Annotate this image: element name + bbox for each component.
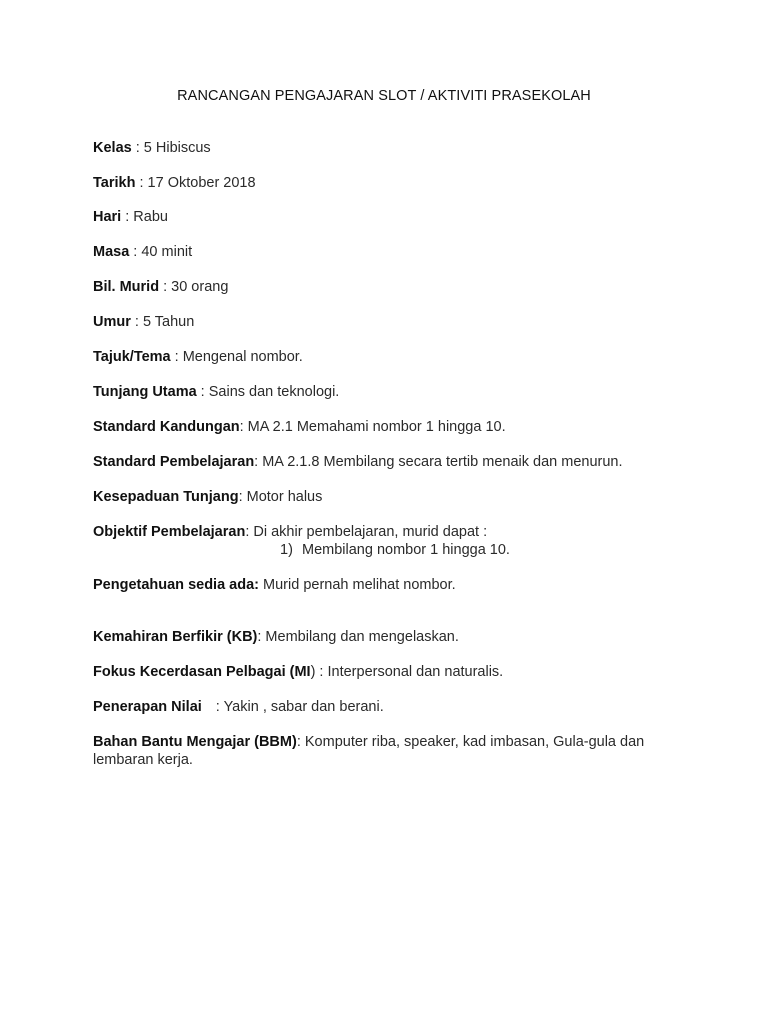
field-tunjang-utama bbox=[93, 383, 339, 401]
field-standard-kandungan bbox=[93, 418, 506, 436]
field-value: ) : Interpersonal dan naturalis. bbox=[310, 664, 504, 680]
field-label: Kemahiran Berfikir (KB) bbox=[93, 629, 258, 645]
field-label: Kesepaduan Tunjang bbox=[93, 489, 239, 505]
field-fokus-kecerdasan bbox=[93, 663, 503, 681]
field-umur bbox=[93, 313, 194, 331]
field-value: : 17 Oktober 2018 bbox=[135, 175, 256, 191]
field-value: : Di akhir pembelajaran, murid dapat : bbox=[245, 524, 488, 540]
field-value: : 5 Tahun bbox=[130, 314, 195, 330]
field-tajuk-tema bbox=[93, 348, 303, 366]
field-masa bbox=[93, 243, 192, 261]
field-objektif-pembelajaran bbox=[93, 523, 487, 541]
field-label: Tarikh bbox=[93, 175, 136, 191]
objective-text: Membilang nombor 1 hingga 10. bbox=[302, 542, 510, 558]
field-value: : 5 Hibiscus bbox=[131, 140, 211, 156]
document-title: RANCANGAN PENGAJARAN SLOT / AKTIVITI PRASEKOLAH bbox=[177, 88, 591, 104]
field-value: : MA 2.1 Memahami nombor 1 hingga 10. bbox=[239, 419, 506, 435]
field-label: Bahan Bantu Mengajar (BBM) bbox=[93, 734, 297, 750]
field-standard-pembelajaran bbox=[93, 453, 623, 471]
field-value: : Rabu bbox=[121, 209, 168, 225]
field-label: Tajuk/Tema bbox=[93, 349, 171, 365]
field-value: : MA 2.1.8 Membilang secara tertib menaik dan menurun. bbox=[254, 454, 623, 470]
field-kesepaduan-tunjang bbox=[93, 488, 322, 506]
field-label: Fokus Kecerdasan Pelbagai (MI bbox=[93, 664, 311, 680]
field-label: Bil. Murid bbox=[93, 279, 160, 295]
field-value: : Motor halus bbox=[238, 489, 323, 505]
field-label: Masa bbox=[93, 244, 130, 260]
field-value: : Yakin , sabar dan berani. bbox=[215, 699, 384, 715]
field-value: : Komputer riba, speaker, kad imbasan, Gula-gula dan lembaran kerja. bbox=[93, 734, 645, 768]
objective-number: 1) bbox=[280, 542, 293, 558]
field-kemahiran-berfikir bbox=[93, 628, 459, 646]
objective-item bbox=[280, 541, 510, 559]
field-label: Penerapan Nilai bbox=[93, 699, 202, 715]
field-value: Murid pernah melihat nombor. bbox=[259, 577, 456, 593]
field-value: : Mengenal nombor. bbox=[170, 349, 303, 365]
field-value: : 30 orang bbox=[159, 279, 229, 295]
field-label: Tunjang Utama bbox=[93, 384, 197, 400]
field-label: Pengetahuan sedia ada: bbox=[93, 577, 259, 593]
field-penerapan-nilai bbox=[93, 698, 384, 716]
field-bil-murid bbox=[93, 278, 228, 296]
field-hari bbox=[93, 208, 168, 226]
field-label: Hari bbox=[93, 209, 122, 225]
field-label: Standard Kandungan bbox=[93, 419, 240, 435]
field-pengetahuan-sedia-ada bbox=[93, 576, 456, 594]
field-label: Kelas bbox=[93, 140, 132, 156]
field-label: Umur bbox=[93, 314, 131, 330]
field-bahan-bantu-mengajar bbox=[93, 733, 683, 769]
field-value: : 40 minit bbox=[129, 244, 193, 260]
field-value: : Sains dan teknologi. bbox=[196, 384, 340, 400]
field-label: Objektif Pembelajaran bbox=[93, 524, 246, 540]
field-label: Standard Pembelajaran bbox=[93, 454, 255, 470]
field-tarikh bbox=[93, 174, 256, 192]
field-value: : Membilang dan mengelaskan. bbox=[257, 629, 459, 645]
field-kelas bbox=[93, 139, 211, 157]
